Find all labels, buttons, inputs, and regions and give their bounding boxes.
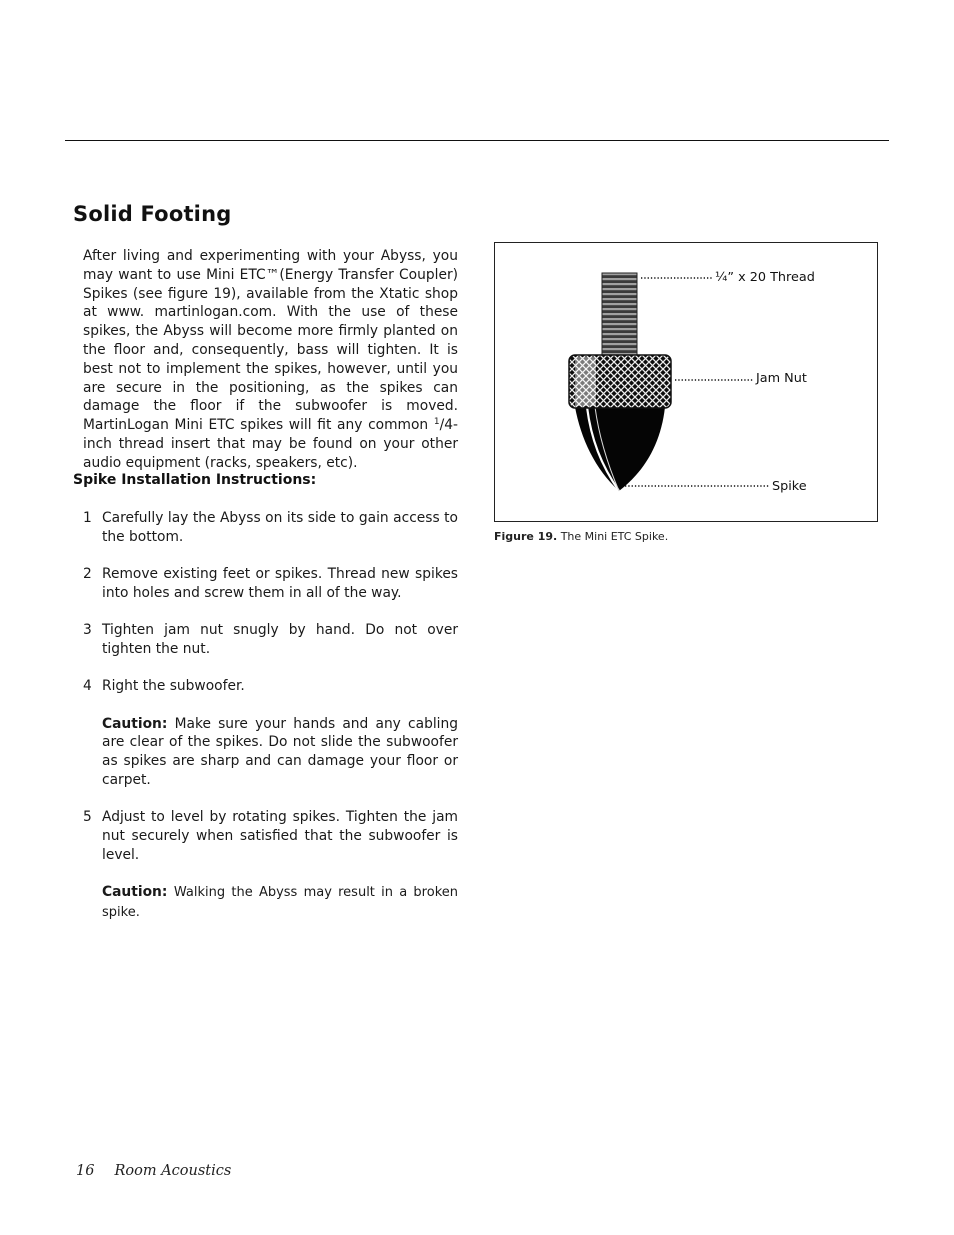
figure-19 (494, 242, 878, 522)
caption-text: The Mini ETC Spike. (560, 530, 669, 543)
spike-illustration (495, 243, 879, 523)
spike-callout: Spike (772, 479, 807, 494)
footer-section-title: Room Acoustics (114, 1163, 232, 1179)
step-text: Tighten jam nut snugly by hand. Do not over tighten the nut. (102, 622, 458, 657)
caution-text: Make sure your hands and any cabling are clear of the spikes. Do not slide the subwoofer as spikes are sharp and can damage your floor or carpet. (102, 715, 458, 788)
step-4 (83, 677, 458, 789)
intro-text-continued: /4-inch thread insert that may be found on your other audio equipment (racks, speakers, etc). (83, 417, 458, 471)
caption-label: Figure 19. (494, 530, 558, 543)
intro-text: After living and experimenting with your Abyss, you may want to use Mini ETC™(Energy Transfer Coupler) Spikes (see figure 19), available from the Xtatic shop at www. martinlogan.com. With the use of these spikes, the Abyss will become more firmly planted on the floor and, consequently, bass will tighten. It is best not to implement the spikes, however, until you are secure in the positioning, as the spikes can damage the floor if the subwoofer is moved. MartinLogan Mini ETC spikes will fit any common (83, 248, 458, 434)
step-number: 5 (83, 809, 92, 826)
step-5 (83, 808, 458, 922)
step-number: 1 (83, 510, 92, 526)
section-title: Solid Footing (73, 202, 232, 226)
caution-label: Caution: (102, 884, 168, 901)
step-number: 3 (83, 622, 92, 639)
step-text: Remove existing feet or spikes. Thread new spikes into holes and screw them in all of the way. (102, 566, 458, 601)
step-3 (83, 621, 458, 659)
step-number: 4 (83, 678, 92, 695)
thread-callout: ¼” x 20 Thread (715, 270, 815, 285)
caution-note (102, 883, 458, 923)
step-1 (83, 509, 458, 547)
header-rule (65, 140, 889, 141)
thread-stud (602, 273, 637, 357)
figure-caption (494, 530, 668, 543)
intro-paragraph (83, 247, 458, 473)
instruction-steps (83, 509, 458, 923)
instructions-heading: Spike Installation Instructions: (73, 472, 317, 488)
step-text: Right the subwoofer. (102, 678, 245, 695)
page-footer (76, 1163, 231, 1179)
fraction-numerator: 1 (433, 417, 440, 428)
caution-label: Caution: (102, 715, 168, 732)
step-number: 2 (83, 566, 92, 583)
step-text: Carefully lay the Abyss on its side to gain access to the bottom. (102, 510, 458, 545)
step-2 (83, 565, 458, 603)
page-number: 16 (76, 1163, 95, 1179)
caution-note (102, 715, 458, 790)
step-text: Adjust to level by rotating spikes. Tighten the jam nut securely when satisfied that the subwoofer is level. (102, 809, 458, 863)
caution-text: Walking the Abyss may result in a broken spike. (102, 885, 458, 920)
jam-nut-callout: Jam Nut (756, 371, 807, 386)
